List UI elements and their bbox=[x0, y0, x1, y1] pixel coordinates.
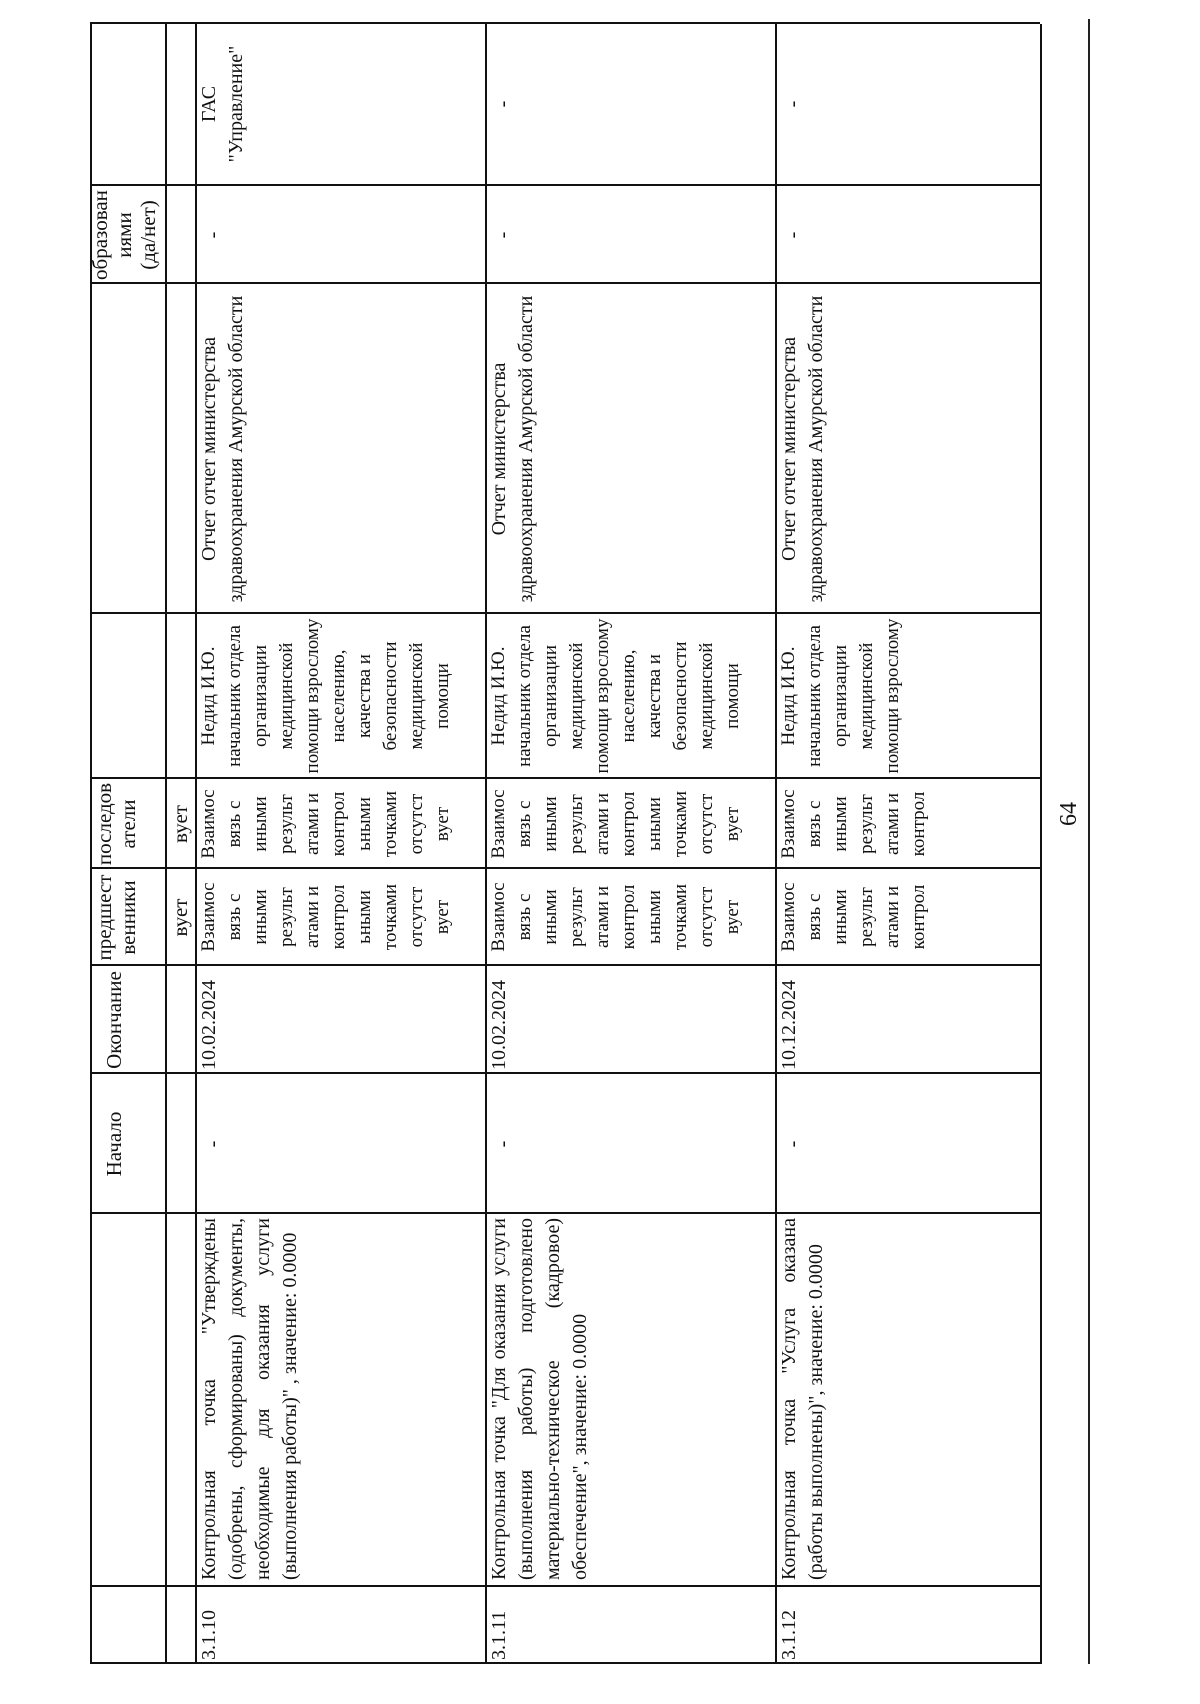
row-education: - bbox=[202, 231, 224, 239]
header-successors-line2: атели bbox=[116, 799, 140, 849]
row-number: 3.1.11 bbox=[488, 1610, 510, 1660]
row-end: 10.12.2024 bbox=[778, 980, 800, 1070]
col-line-7 bbox=[90, 613, 1040, 615]
header-predecessors-line2: венники bbox=[116, 880, 140, 955]
row-successors: Взаимос вязь с иными результ атами и контрол ьными точками отсутст вует bbox=[488, 789, 743, 859]
col-line-5 bbox=[90, 868, 1040, 870]
subheader-predecessors: вует bbox=[168, 898, 192, 937]
row-document: Отчет отчет министерства здравоохранения Амурской области bbox=[778, 295, 827, 603]
row-number: 3.1.12 bbox=[778, 1610, 800, 1660]
row-system: ГАС "Управление" bbox=[198, 45, 247, 163]
col-line-1 bbox=[90, 1586, 1040, 1588]
row-successors: Взаимос вязь с иными результ атами и контрол ьными точками отсутст вует bbox=[198, 789, 453, 859]
bottom-rule bbox=[1088, 19, 1090, 1664]
row-start: - bbox=[202, 1140, 224, 1148]
row-system: - bbox=[782, 100, 804, 108]
col-line-0 bbox=[90, 1663, 1040, 1665]
row-number: 3.1.10 bbox=[198, 1610, 220, 1660]
row-name: Контрольная точка "Утверждены (одобрены, сформированы) документы, необходимые для оказания услуги (выполнения работы)" , значение: 0.0000 bbox=[198, 1218, 301, 1580]
row-end: 10.02.2024 bbox=[198, 980, 220, 1070]
header-end: Окончание bbox=[102, 971, 126, 1069]
row-end: 10.02.2024 bbox=[488, 980, 510, 1070]
header-education-line3: (да/нет) bbox=[136, 200, 160, 270]
col-line-6 bbox=[90, 778, 1040, 780]
col-line-2 bbox=[90, 1213, 1040, 1215]
col-line-9 bbox=[90, 185, 1040, 187]
page-number: 64 bbox=[1056, 802, 1082, 826]
header-education-line1: образован bbox=[88, 190, 112, 280]
row-predecessors: Взаимос вязь с иными результ атами и контрол bbox=[778, 882, 929, 952]
header-successors bbox=[92, 779, 140, 869]
header-predecessors bbox=[92, 869, 140, 966]
row-system: - bbox=[492, 100, 514, 108]
col-line-8 bbox=[90, 283, 1040, 285]
row-successors: Взаимос вязь с иными результ атами и контрол bbox=[778, 789, 929, 859]
header-education bbox=[88, 186, 164, 284]
row-name: Контрольная точка "Для оказания услуги (выполнения работы) подготовлено материально-техническое (кадровое) обеспечение", значение: 0.0000 bbox=[488, 1218, 591, 1580]
row-document: Отчет министерства здравоохранения Амурской области bbox=[488, 295, 537, 603]
row-document: Отчет отчет министерства здравоохранения Амурской области bbox=[198, 295, 247, 603]
subheader-successors: вует bbox=[168, 805, 192, 843]
row-name: Контрольная точка "Услуга оказана (работы выполнены)", значение: 0.0000 bbox=[778, 1218, 827, 1580]
header-predecessors-line1: предшест bbox=[92, 874, 116, 961]
header-successors-line1: последов bbox=[92, 782, 116, 866]
row-education: - bbox=[492, 231, 514, 239]
row-predecessors: Взаимос вязь с иными результ атами и контрол ьными точками отсутст вует bbox=[198, 882, 453, 952]
table-border-bottom bbox=[1040, 24, 1042, 1664]
col-line-4 bbox=[90, 965, 1040, 967]
row-responsible: Недид И.Ю. начальник отдела организации медицинской помощи взрослому населению, качества и безопасности медицинской помощи bbox=[198, 618, 453, 774]
header-education-line2: иями bbox=[112, 212, 136, 258]
col-line-10 bbox=[90, 23, 1040, 25]
row-start: - bbox=[492, 1140, 514, 1148]
row-responsible: Недид И.Ю. начальник отдела организации медицинской помощи взрослому bbox=[778, 618, 903, 774]
row-start: - bbox=[782, 1140, 804, 1148]
header-start: Начало bbox=[102, 1111, 126, 1177]
rotated-page bbox=[90, 14, 1130, 1664]
row-predecessors: Взаимос вязь с иными результ атами и контрол ьными точками отсутст вует bbox=[488, 882, 743, 952]
row-education: - bbox=[782, 231, 804, 239]
col-line-3 bbox=[90, 1073, 1040, 1075]
header-divider bbox=[165, 24, 167, 1664]
row-responsible: Недид И.Ю. начальник отдела организации медицинской помощи взрослому населению, качества и безопасности медицинской помощи bbox=[488, 618, 743, 774]
